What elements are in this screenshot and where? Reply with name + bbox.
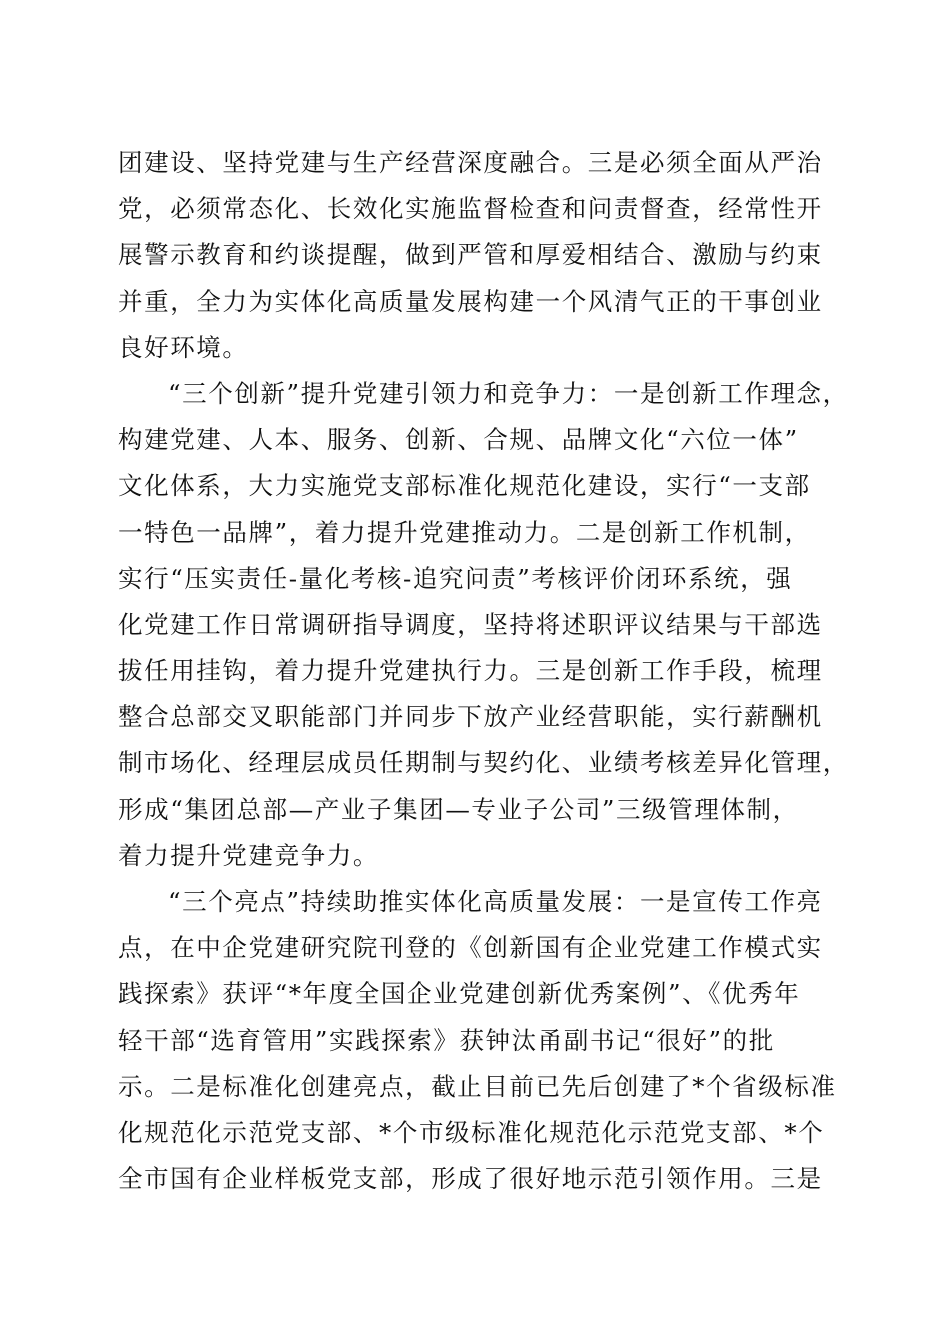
text-line: 构建党建、人本、服务、创新、合规、品牌文化“六位一体” bbox=[118, 425, 799, 455]
body-text bbox=[118, 140, 849, 1202]
paragraph-first-line: “三个创新”提升党建引领力和竞争力：一是创新工作理念， bbox=[168, 378, 849, 408]
text-line: 展警示教育和约谈提醒，做到严管和厚爱相结合、激励与约束 bbox=[118, 240, 823, 270]
text-line: 良好环境。 bbox=[118, 332, 249, 362]
paragraph-first-line: “三个亮点”持续助推实体化高质量发展：一是宣传工作亮 bbox=[168, 887, 823, 916]
text-line: 整合总部交叉职能部门并同步下放产业经营职能，实行薪酬机 bbox=[118, 702, 823, 732]
text-line: 化党建工作日常调研指导调度，坚持将述职评议结果与干部选 bbox=[118, 609, 823, 639]
text-line: 一特色一品牌”，着力提升党建推动力。二是创新工作机制， bbox=[118, 517, 811, 547]
text-line: 化规范化示范党支部、*个市级标准化规范化示范党支部、*个 bbox=[118, 1117, 825, 1147]
text-line: 党，必须常态化、长效化实施监督检查和问责督查，经常性开 bbox=[118, 194, 823, 224]
text-line: 践探索》获评“*年度全国企业党建创新优秀案例”、《优秀年 bbox=[118, 979, 801, 1009]
text-line: 着力提升党建竞争力。 bbox=[118, 840, 379, 870]
text-line: 形成“集团总部—产业子集团—专业子公司”三级管理体制， bbox=[118, 794, 799, 824]
text-line: 轻干部“选育管用”实践探索》获钟汰甬副书记“很好”的批 bbox=[118, 1025, 775, 1055]
text-line: 文化体系，大力实施党支部标准化规范化建设，实行“一支部 bbox=[118, 471, 811, 501]
text-line: 团建设、坚持党建与生产经营深度融合。三是必须全面从严治 bbox=[118, 148, 823, 177]
text-line: 点，在中企党建研究院刊登的《创新国有企业党建工作模式实 bbox=[118, 933, 823, 963]
text-line: 实行“压实责任-量化考核-追究问责”考核评价闭环系统，强 bbox=[118, 563, 793, 593]
text-line: 并重，全力为实体化高质量发展构建一个风清气正的干事创业 bbox=[118, 286, 823, 316]
text-line: 制市场化、经理层成员任期制与契约化、业绩考核差异化管理， bbox=[118, 748, 849, 778]
text-line: 示。二是标准化创建亮点，截止目前已先后创建了*个省级标准 bbox=[118, 1071, 837, 1101]
text-line: 全市国有企业样板党支部，形成了很好地示范引领作用。三是 bbox=[118, 1164, 823, 1194]
text-line: 拔任用挂钩，着力提升党建执行力。三是创新工作手段，梳理 bbox=[118, 656, 823, 686]
